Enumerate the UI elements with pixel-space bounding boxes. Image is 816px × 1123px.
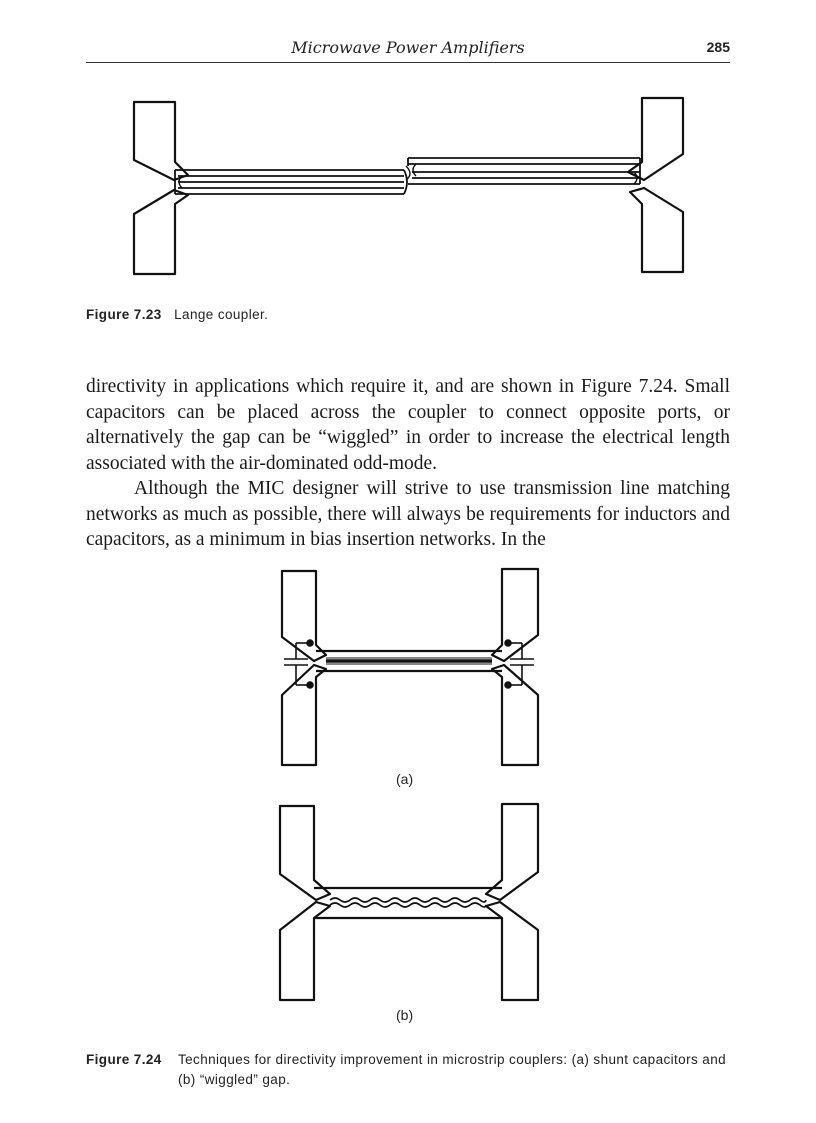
- wiggled-gap-upper: [330, 898, 486, 902]
- lange-coupler-diagram: [120, 92, 700, 282]
- port-pad-bottom-right: [486, 902, 538, 1000]
- port-pad-bottom-left: [134, 190, 188, 274]
- figure-7-24-sublabel-b: (b): [396, 1007, 414, 1023]
- port-pad-top-left: [282, 571, 326, 661]
- figure-7-23-label: Figure 7.23: [86, 307, 162, 322]
- figure-7-24-caption: [86, 1050, 730, 1090]
- port-pad-bottom-left: [280, 902, 330, 1000]
- shunt-capacitor-right: [505, 640, 534, 688]
- port-pad-bottom-left: [282, 665, 326, 765]
- wiggled-gap-lower: [330, 903, 486, 907]
- body-paragraph-1: directivity in applications which require it, and are shown in Figure 7.24. Small capacitors can be placed across the coupler to connect opposite ports, or alternatively the gap can be “wiggled” in order to increase the electrical length associated with the air-dominated odd-mode.: [86, 376, 730, 474]
- figure-7-24-label: Figure 7.24: [86, 1052, 162, 1067]
- figure-7-24-caption-text: Techniques for directivity improvement in microstrip couplers: (a) shunt capacitors and (b) “wiggled” gap.: [178, 1052, 727, 1087]
- figure-7-23-caption-text: Lange coupler.: [174, 307, 269, 322]
- port-pad-top-left: [134, 102, 188, 180]
- shunt-capacitor-coupler-diagram: [270, 565, 550, 770]
- port-pad-bottom-right: [492, 665, 538, 765]
- port-pad-top-right: [492, 569, 538, 661]
- port-pad-top-left: [280, 806, 330, 900]
- lange-fingers-right: [408, 158, 640, 184]
- figure-7-24-sublabel-a: (a): [396, 771, 414, 787]
- running-title: Microwave Power Amplifiers: [291, 38, 525, 57]
- figure-7-23-caption: [86, 307, 268, 322]
- port-pad-bottom-right: [630, 188, 683, 272]
- page-number: 285: [706, 39, 730, 55]
- lange-fingers-left: [175, 170, 407, 194]
- wiggled-gap-coupler-diagram: [270, 800, 550, 1005]
- body-paragraph-2: Although the MIC designer will strive to use transmission line matching networks as much as possible, there will always be requirements for inductors and capacitors, as a minimum in bias insertion networks. In the: [86, 478, 730, 550]
- running-header: [86, 36, 730, 63]
- body-text: [86, 374, 730, 553]
- port-pad-top-right: [628, 98, 683, 180]
- port-pad-top-right: [486, 804, 538, 900]
